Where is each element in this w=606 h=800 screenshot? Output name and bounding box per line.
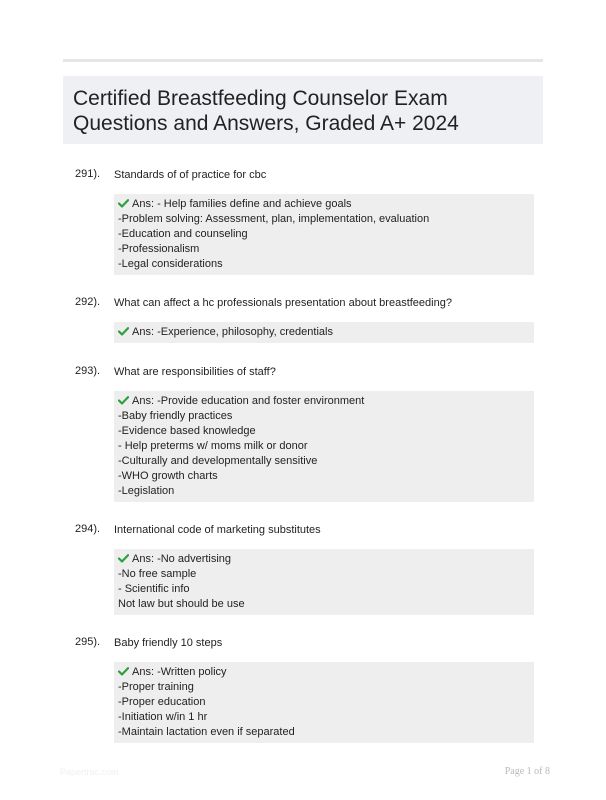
question-number: 294). — [75, 523, 101, 535]
answer-line: Ans: -Written policy — [118, 665, 530, 680]
title-banner — [63, 76, 543, 144]
question-number: 292). — [75, 296, 101, 308]
answer-line: Ans: -No advertising — [118, 552, 530, 567]
answer-line: -Initiation w/in 1 hr — [118, 711, 208, 723]
answer-line: Ans: - Help families define and achieve goals — [118, 197, 530, 212]
check-icon — [118, 327, 129, 336]
footer-watermark: Papertrac.com — [60, 767, 119, 777]
answer-line: -Legislation — [118, 485, 175, 497]
answer-line: -Evidence based knowledge — [118, 425, 256, 437]
check-icon — [118, 396, 129, 405]
question-text: Standards of of practice for cbc — [114, 169, 267, 181]
question-text: What can affect a hc professionals presentation about breastfeeding? — [114, 297, 452, 309]
answer-box — [114, 662, 534, 743]
question-number: 295). — [75, 636, 101, 648]
answer-line: -Problem solving: Assessment, plan, implementation, evaluation — [118, 213, 430, 225]
answer-box — [114, 194, 534, 275]
answer-line: -Proper training — [118, 681, 194, 693]
answer-box — [114, 322, 534, 343]
check-icon — [118, 554, 129, 563]
title-line-1: Certified Breastfeeding Counselor Exam — [73, 87, 448, 110]
answer-line: -Baby friendly practices — [118, 410, 233, 422]
question-number: 293). — [75, 365, 101, 377]
question-text: Baby friendly 10 steps — [114, 637, 223, 649]
answer-line: Ans: -Experience, philosophy, credentials — [118, 325, 530, 340]
answer-line: -Maintain lactation even if separated — [118, 726, 295, 738]
answer-line: Not law but should be use — [118, 598, 245, 610]
answer-line: -Proper education — [118, 696, 206, 708]
answer-line: Ans: -Provide education and foster environment — [118, 394, 530, 409]
answer-line: -Culturally and developmentally sensitive — [118, 455, 318, 467]
check-icon — [118, 199, 129, 208]
answer-box — [114, 549, 534, 615]
answer-line: -WHO growth charts — [118, 470, 218, 482]
question-number: 291). — [75, 168, 101, 180]
answer-box — [114, 391, 534, 502]
top-divider — [63, 59, 543, 62]
question-text: International code of marketing substitutes — [114, 524, 321, 536]
title-line-2: Questions and Answers, Graded A+ 2024 — [73, 112, 459, 135]
check-icon — [118, 667, 129, 676]
question-text: What are responsibilities of staff? — [114, 366, 276, 378]
answer-line: -Education and counseling — [118, 228, 248, 240]
answer-line: - Help preterms w/ moms milk or donor — [118, 440, 308, 452]
answer-line: -Professionalism — [118, 243, 200, 255]
answer-line: -No free sample — [118, 568, 197, 580]
answer-line: - Scientific info — [118, 583, 190, 595]
answer-line: -Legal considerations — [118, 258, 223, 270]
page-indicator: Page 1 of 8 — [504, 766, 550, 777]
document-title — [73, 86, 533, 136]
